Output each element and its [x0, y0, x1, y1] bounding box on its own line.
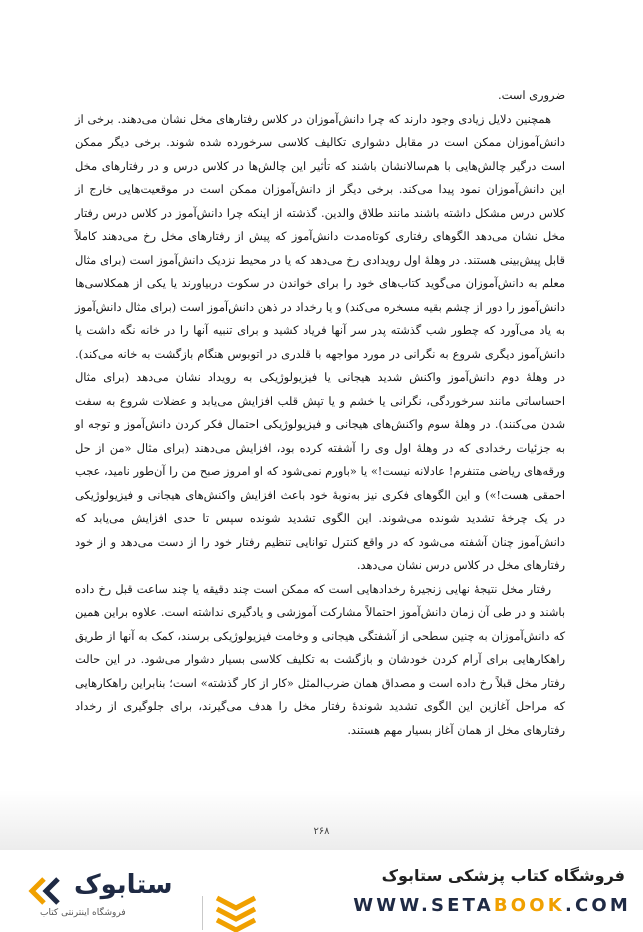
store-footer: [0, 850, 643, 926]
url-accent: BOOK: [493, 895, 565, 916]
store-url-link[interactable]: [353, 895, 631, 916]
open-book-icon: [215, 892, 257, 932]
logo-tagline: فروشگاه اینترنتی کتاب: [40, 908, 126, 918]
logo-word: ستابوک: [74, 870, 173, 900]
chevron-logo-icon: [22, 876, 70, 906]
paragraph-2: همچنین دلایل زیادی وجود دارند که چرا دانش‌آموزان در کلاس رفتارهای مخل نشان می‌دهند. برخی از دانش‌آموزان ممکن است در مقابل دشواری تکالیف کلاسی سرخورده شده شوند. برخی دیگر ممکن است درگیر چالش‌هایی با هم‌سالانشان باشند که تأثیر این چالش‌ها در کلاس درس و در رفتارهای مخل این دانش‌آموزان نمود پیدا می‌کند. برخی دیگر از دانش‌آموزان ممکن است در موقعیت‌هایی خارج از کلاس درس مشکل داشته باشند مانند طلاق والدین. گذشته از اینکه چرا دانش‌آموز در کلاس درس رفتار مخل نشان می‌دهد الگوهای رفتاری کوتاه‌مدت دانش‌آموز که پیش از رفتارهای مخل رخ می‌دهند کاملاً قابل پیش‌بینی هستند. در وهلهٔ اول رویدادی رخ می‌دهد که یا در محیط نزدیک دانش‌آموز است (برای مثال معلم به دانش‌آموزان می‌گوید کتاب‌های خود را برای خواندن در سکوت دربیاورند یا یکی از همکلاسی‌ها دانش‌آموز را دور از چشم بقیه مسخره می‌کند) و یا رخداد در ذهن دانش‌آموز است (برای مثال دانش‌آموز به یاد می‌آورد که چطور شب گذشته پدر سر آنها فریاد کشید و برای تنبیه آنها را در خانه نگه داشت یا دانش‌آموز دیگری شروع به نگرانی در مورد مواجهه با قلدری در اتوبوس هنگام بازگشت به خانه می‌کند). در وهلهٔ دوم دانش‌آموز واکنش شدید هیجانی یا فیزیولوژیکی به رویداد نشان می‌دهد (برای مثال احساساتی مانند سرخوردگی، نگرانی یا خشم و یا تپش قلب افزایش می‌یابد و عضلات شروع به سفت شدن می‌کنند). در وهلهٔ سوم واکنش‌های هیجانی و فیزیولوژیکی احتمال فکر کردن دانش‌آموز و توجه او به جزئیات رخدادی که در وهلهٔ اول وی را آشفته کرده بود، افزایش می‌دهند (برای مثال «من از حل ورقه‌های ریاضی متنفرم! عادلانه نیست!» یا «باورم نمی‌شود که او امروز صبح من را آن‌طور نامید، عجب احمقی هست!») و این الگوهای فکری نیز به‌نوبهٔ خود باعث افزایش واکنش‌های هیجانی و فیزیولوژیکی در یک چرخهٔ تشدید شونده می‌شوند. این الگوی تشدید شونده سپس تا حدی افزایش می‌یابد که دانش‌آموز چنان آشفته می‌شود که در واقع کنترل توانایی تنظیم رفتار خود را از دست می‌دهد و از خود رفتارهای مخل در کلاس درس نشان می‌دهد.: [75, 111, 565, 572]
url-prefix: WWW.SETA: [353, 895, 494, 916]
store-logo[interactable]: [22, 870, 252, 926]
page-number: ۲۶۸: [313, 826, 330, 837]
url-suffix: .COM: [564, 895, 631, 916]
page-bottom-shade: [0, 790, 643, 850]
store-name: فروشگاه کتاب پزشکی ستابوک: [381, 866, 625, 885]
body-text: [75, 84, 565, 742]
paragraph-1: ضروری است.: [497, 88, 565, 102]
paragraph-3: رفتار مخل نتیجهٔ نهایی زنجیرهٔ رخدادهایی است که ممکن است چند دقیقه یا چند ساعت قبل رخ داده باشند و در طی آن زمان دانش‌آموز احتمالاً مشارکت آموزشی و یادگیری نداشته است. علاوه براین همین که دانش‌آموزان به چنین سطحی از آشفتگی هیجانی و وخامت فیزیولوژیکی برسند، کمک به آنها از طریق راهکارهایی برای آرام کردن خودشان و بازگشت به تکلیف کلاسی بسیار دشوار می‌شود. در این حالت رفتار مخل قبلاً رخ داده است و مصداق همان ضرب‌المثل «کار از کار گذشته» است؛ بنابراین راهکارهایی که مراحل آغازین این الگوی تشدید شوندهٔ رفتار مخل را هدف می‌گیرند، برای جلوگیری از رخداد رفتارهای مخل از همان آغاز بسیار مهم هستند.: [75, 581, 565, 737]
logo-divider: [202, 896, 203, 930]
